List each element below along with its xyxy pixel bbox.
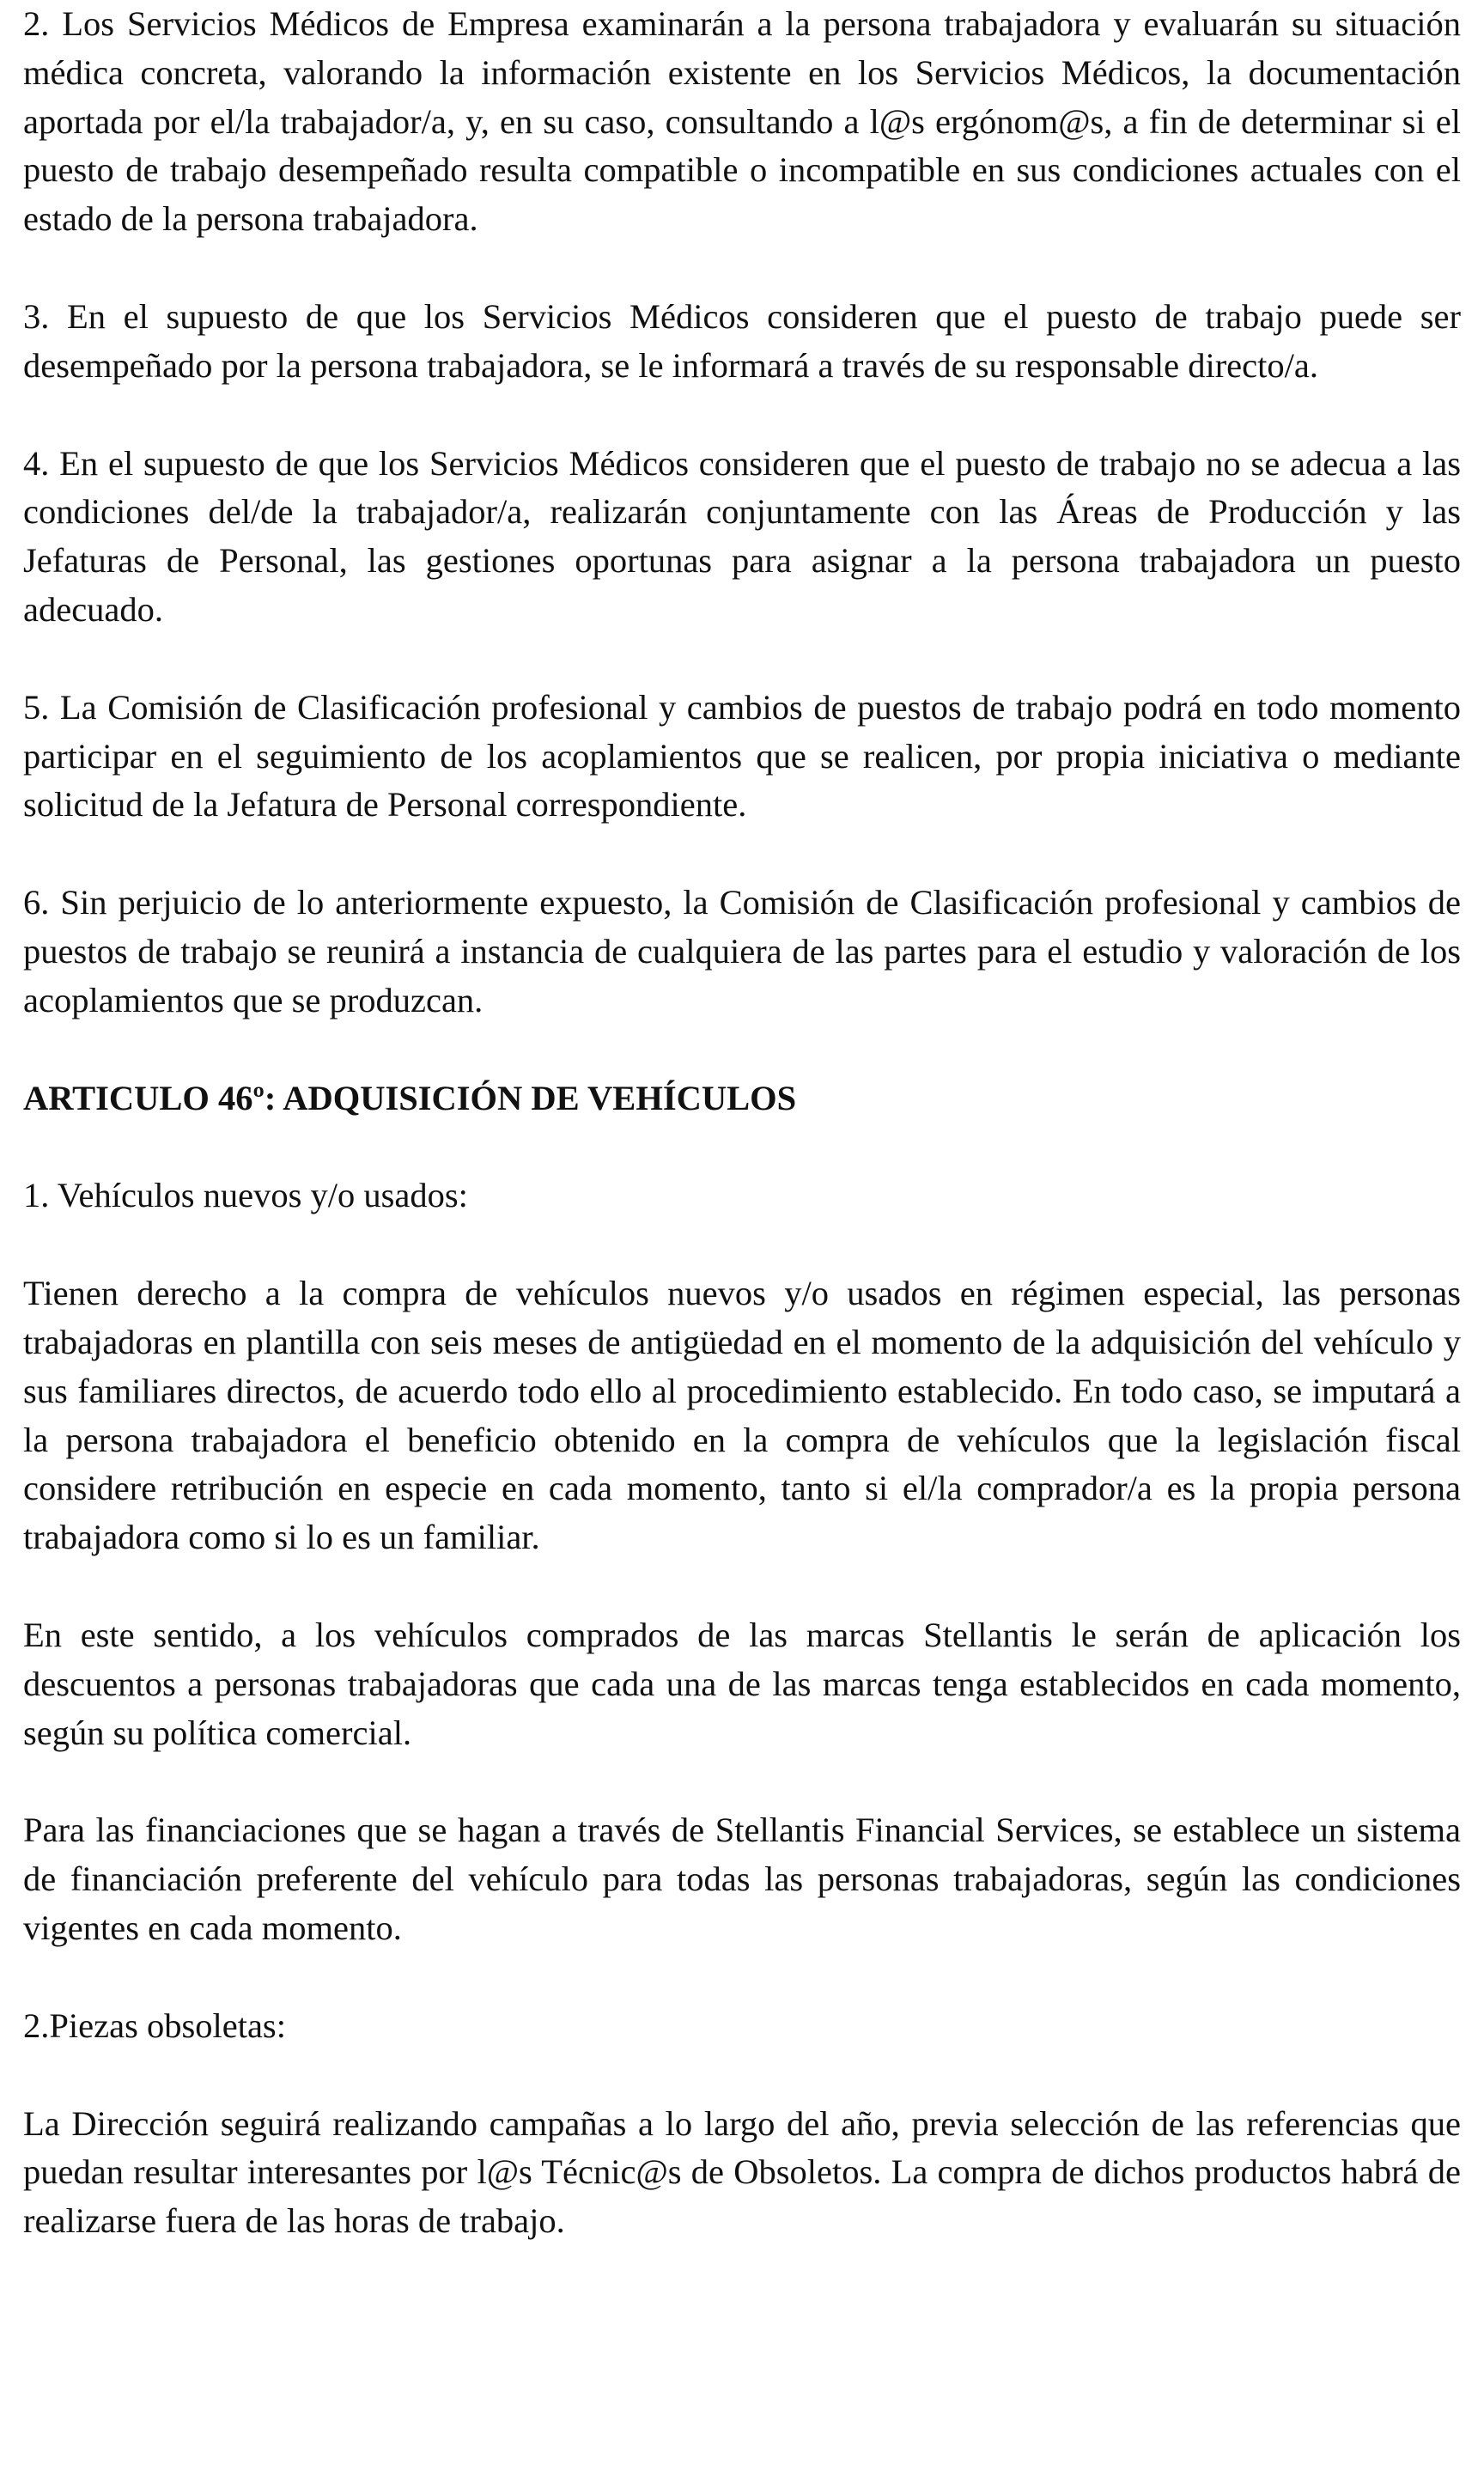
article-heading: ARTICULO 46º: ADQUISICIÓN DE VEHÍCULOS [23,1078,797,1117]
section-1-paragraph-1: Tienen derecho a la compra de vehículos nuevos y/o usados en régimen especial, las personas trabajadoras en plantilla con seis meses de antigüedad en el momento de la adquisición del vehículo y sus familiares directos, de acuerdo todo ello al procedimiento establecido. En todo caso, se imputará a la persona trabajadora el beneficio obtenido en la compra de vehículos que la legislación fiscal considere retribución en especie en cada momento, tanto si el/la comprador/a es la propia persona trabajadora como si lo es un familiar. [23,1274,1461,1557]
paragraph-6: 6. Sin perjuicio de lo anteriormente expuesto, la Comisión de Clasificación profesional y cambios de puestos de trabajo se reunirá a instancia de cualquiera de las partes para el estudio y valoración de los acoplamientos que se produzcan. [23,883,1461,1019]
section-2-title: 2.Piezas obsoletas: [23,2005,286,2045]
section-1-paragraph-2: En este sentido, a los vehículos comprados de las marcas Stellantis le serán de aplicación los descuentos a personas trabajadoras que cada una de las marcas tenga establecidos en cada momento, según su política comercial. [23,1615,1461,1752]
section-1-paragraph-3: Para las financiaciones que se hagan a través de Stellantis Financial Services, se establece un sistema de financiación preferente del vehículo para todas las personas trabajadoras, según las condiciones vigentes en cada momento. [23,1811,1461,1947]
section-2-paragraph-1: La Dirección seguirá realizando campañas a lo largo del año, previa selección de las referencias que puedan resultar interesantes por l@s Técnic@s de Obsoletos. La compra de dichos productos habrá de realizarse fuera de las horas de trabajo. [23,2103,1461,2241]
document-page [23,0,1461,2246]
paragraph-5: 5. La Comisión de Clasificación profesional y cambios de puestos de trabajo podrá en todo momento participar en el seguimiento de los acoplamientos que se realicen, por propia iniciativa o mediante solicitud de la Jefatura de Personal correspondiente. [23,687,1461,825]
section-1-title: 1. Vehículos nuevos y/o usados: [23,1176,468,1215]
paragraph-4: 4. En el supuesto de que los Servicios Médicos consideren que el puesto de trabajo no se adecua a las condiciones del/de la trabajador/a, realizarán conjuntamente con las Áreas de Producción y las Jefaturas de Personal, las gestiones oportunas para asignar a la persona trabajadora un puesto adecuado. [23,443,1461,629]
paragraph-3: 3. En el supuesto de que los Servicios Médicos consideren que el puesto de trabajo puede ser desempeñado por la persona trabajadora, se le informará a través de su responsable directo/a. [23,296,1461,385]
paragraph-2: 2. Los Servicios Médicos de Empresa examinarán a la persona trabajadora y evaluarán su situación médica concreta, valorando la información existente en los Servicios Médicos, la documentación aportada por el/la trabajador/a, y, en su caso, consultando a l@s ergónom@s, a fin de determinar si el puesto de trabajo desempeñado resulta compatible o incompatible en sus condiciones actuales con el estado de la persona trabajadora. [23,4,1461,239]
